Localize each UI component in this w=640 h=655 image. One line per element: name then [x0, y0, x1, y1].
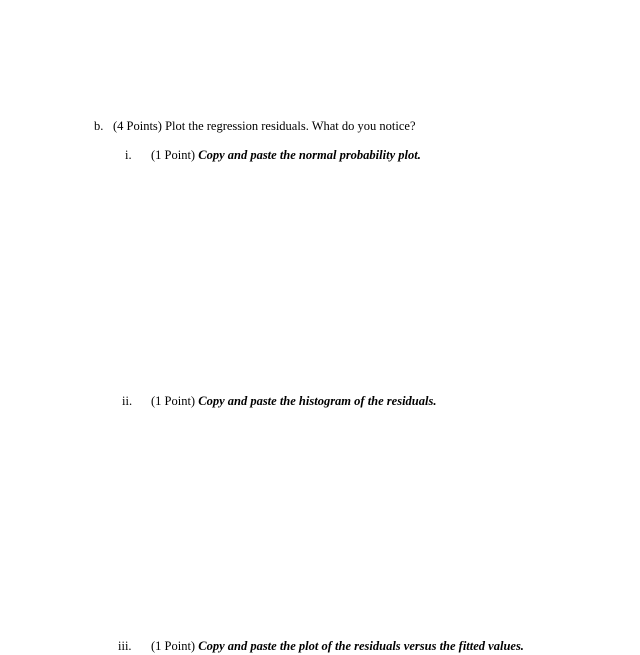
item-iii-marker: iii. [118, 639, 132, 653]
item-iii-instruction: Copy and paste the plot of the residuals versus the fitted values. [198, 639, 524, 653]
item-ii-text [151, 393, 436, 409]
item-iii-text [151, 638, 524, 654]
item-iii-points: (1 Point) [151, 639, 196, 653]
item-i-marker: i. [125, 148, 132, 162]
item-i-text [151, 147, 421, 163]
item-i-points: (1 Point) [151, 148, 196, 162]
item-ii-points: (1 Point) [151, 394, 196, 408]
item-i-instruction: Copy and paste the normal probability plot. [198, 148, 421, 162]
question-b-text: (4 Points) Plot the regression residuals. What do you notice? [113, 119, 416, 133]
item-ii-marker: ii. [122, 394, 133, 408]
question-b-marker: b. [94, 119, 104, 133]
item-ii-instruction: Copy and paste the histogram of the residuals. [198, 394, 437, 408]
